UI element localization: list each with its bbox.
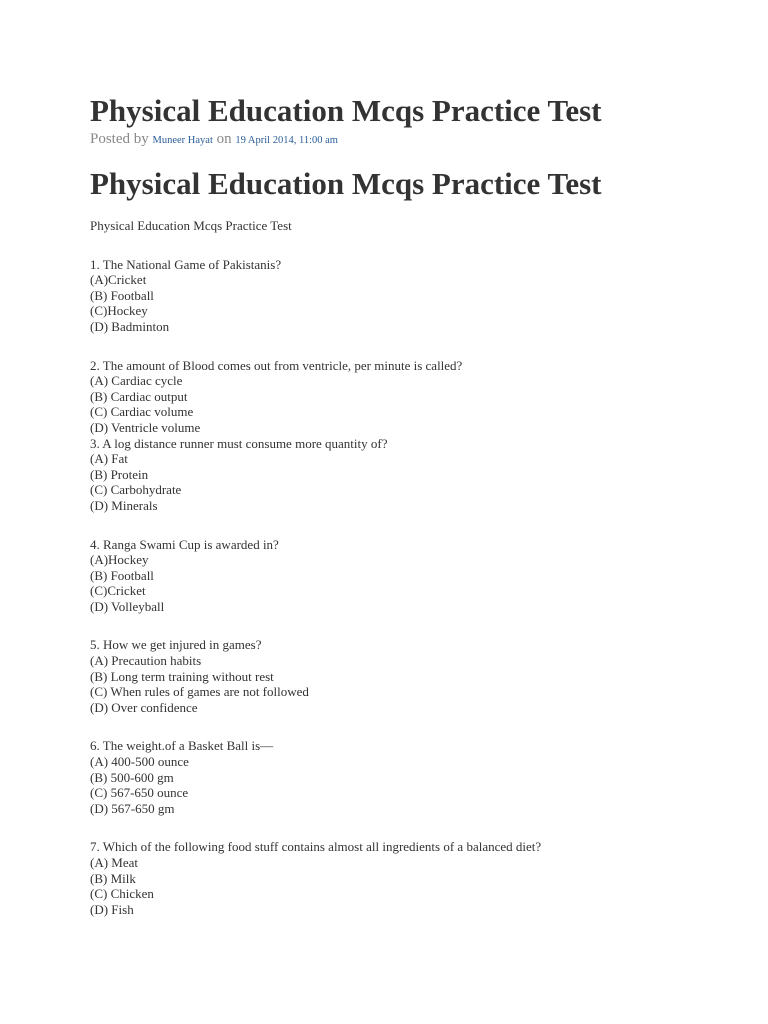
option-b: (B) 500-600 gm [90, 769, 174, 785]
option-d: (D) Volleyball [90, 598, 165, 614]
byline [90, 129, 338, 151]
article-body [90, 218, 750, 940]
question-text: 2. The amount of Blood comes out from ventricle, per minute is called? [90, 357, 463, 373]
option-b: (B) Football [90, 287, 154, 303]
question-text: 7. Which of the following food stuff contains almost all ingredients of a balanced diet? [90, 839, 542, 855]
option-b: (B) Milk [90, 870, 136, 886]
date-link[interactable]: 19 April 2014, 11:00 am [235, 135, 338, 146]
option-d: (D) 567-650 gm [90, 800, 175, 816]
question-text: 4. Ranga Swami Cup is awarded in? [90, 536, 279, 552]
option-d: (D) Ventricle volume [90, 419, 201, 435]
option-c: (C)Hockey [90, 303, 148, 319]
option-a: (A) Fat [90, 451, 128, 467]
question-block [90, 436, 750, 514]
option-a: (A) Cardiac cycle [90, 373, 183, 389]
question-block [90, 358, 750, 436]
question-block [90, 637, 750, 715]
option-a: (A)Hockey [90, 552, 149, 568]
question-block [90, 537, 750, 615]
question-text: 6. The weight.of a Basket Ball is— [90, 738, 274, 754]
option-d: (D) Over confidence [90, 699, 198, 715]
option-c: (C) When rules of games are not followed [90, 684, 309, 700]
question-text: 3. A log distance runner must consume more quantity of? [90, 435, 388, 451]
option-c: (C)Cricket [90, 583, 146, 599]
option-a: (A) Meat [90, 855, 139, 870]
posted-by-label: Posted by [90, 131, 149, 147]
question-block [90, 257, 750, 335]
option-a: (A)Cricket [90, 272, 147, 288]
option-b: (B) Cardiac output [90, 388, 188, 404]
option-a: (A) 400-500 ounce [90, 754, 189, 770]
intro-text: Physical Education Mcqs Practice Test [90, 218, 292, 233]
option-d: (D) Badminton [90, 318, 170, 334]
option-c: (C) 567-650 ounce [90, 785, 189, 801]
on-label: on [216, 131, 232, 147]
option-b: (B) Football [90, 567, 154, 583]
question-text: 5. How we get injured in games? [90, 637, 262, 653]
option-a: (A) Precaution habits [90, 653, 202, 669]
question-block [90, 839, 750, 917]
option-c: (C) Chicken [90, 886, 154, 902]
option-c: (C) Carbohydrate [90, 482, 182, 498]
option-d: (D) Minerals [90, 497, 158, 513]
option-d: (D) Fish [90, 901, 134, 917]
author-link[interactable]: Muneer Hayat [152, 135, 213, 146]
article-heading: Physical Education Mcqs Practice Test [90, 166, 602, 201]
option-c: (C) Cardiac volume [90, 404, 194, 420]
option-b: (B) Protein [90, 466, 149, 482]
question-text: 1. The National Game of Pakistanis? [90, 256, 282, 272]
page-title: Physical Education Mcqs Practice Test [90, 93, 602, 128]
option-b: (B) Long term training without rest [90, 668, 274, 684]
question-block [90, 738, 750, 816]
